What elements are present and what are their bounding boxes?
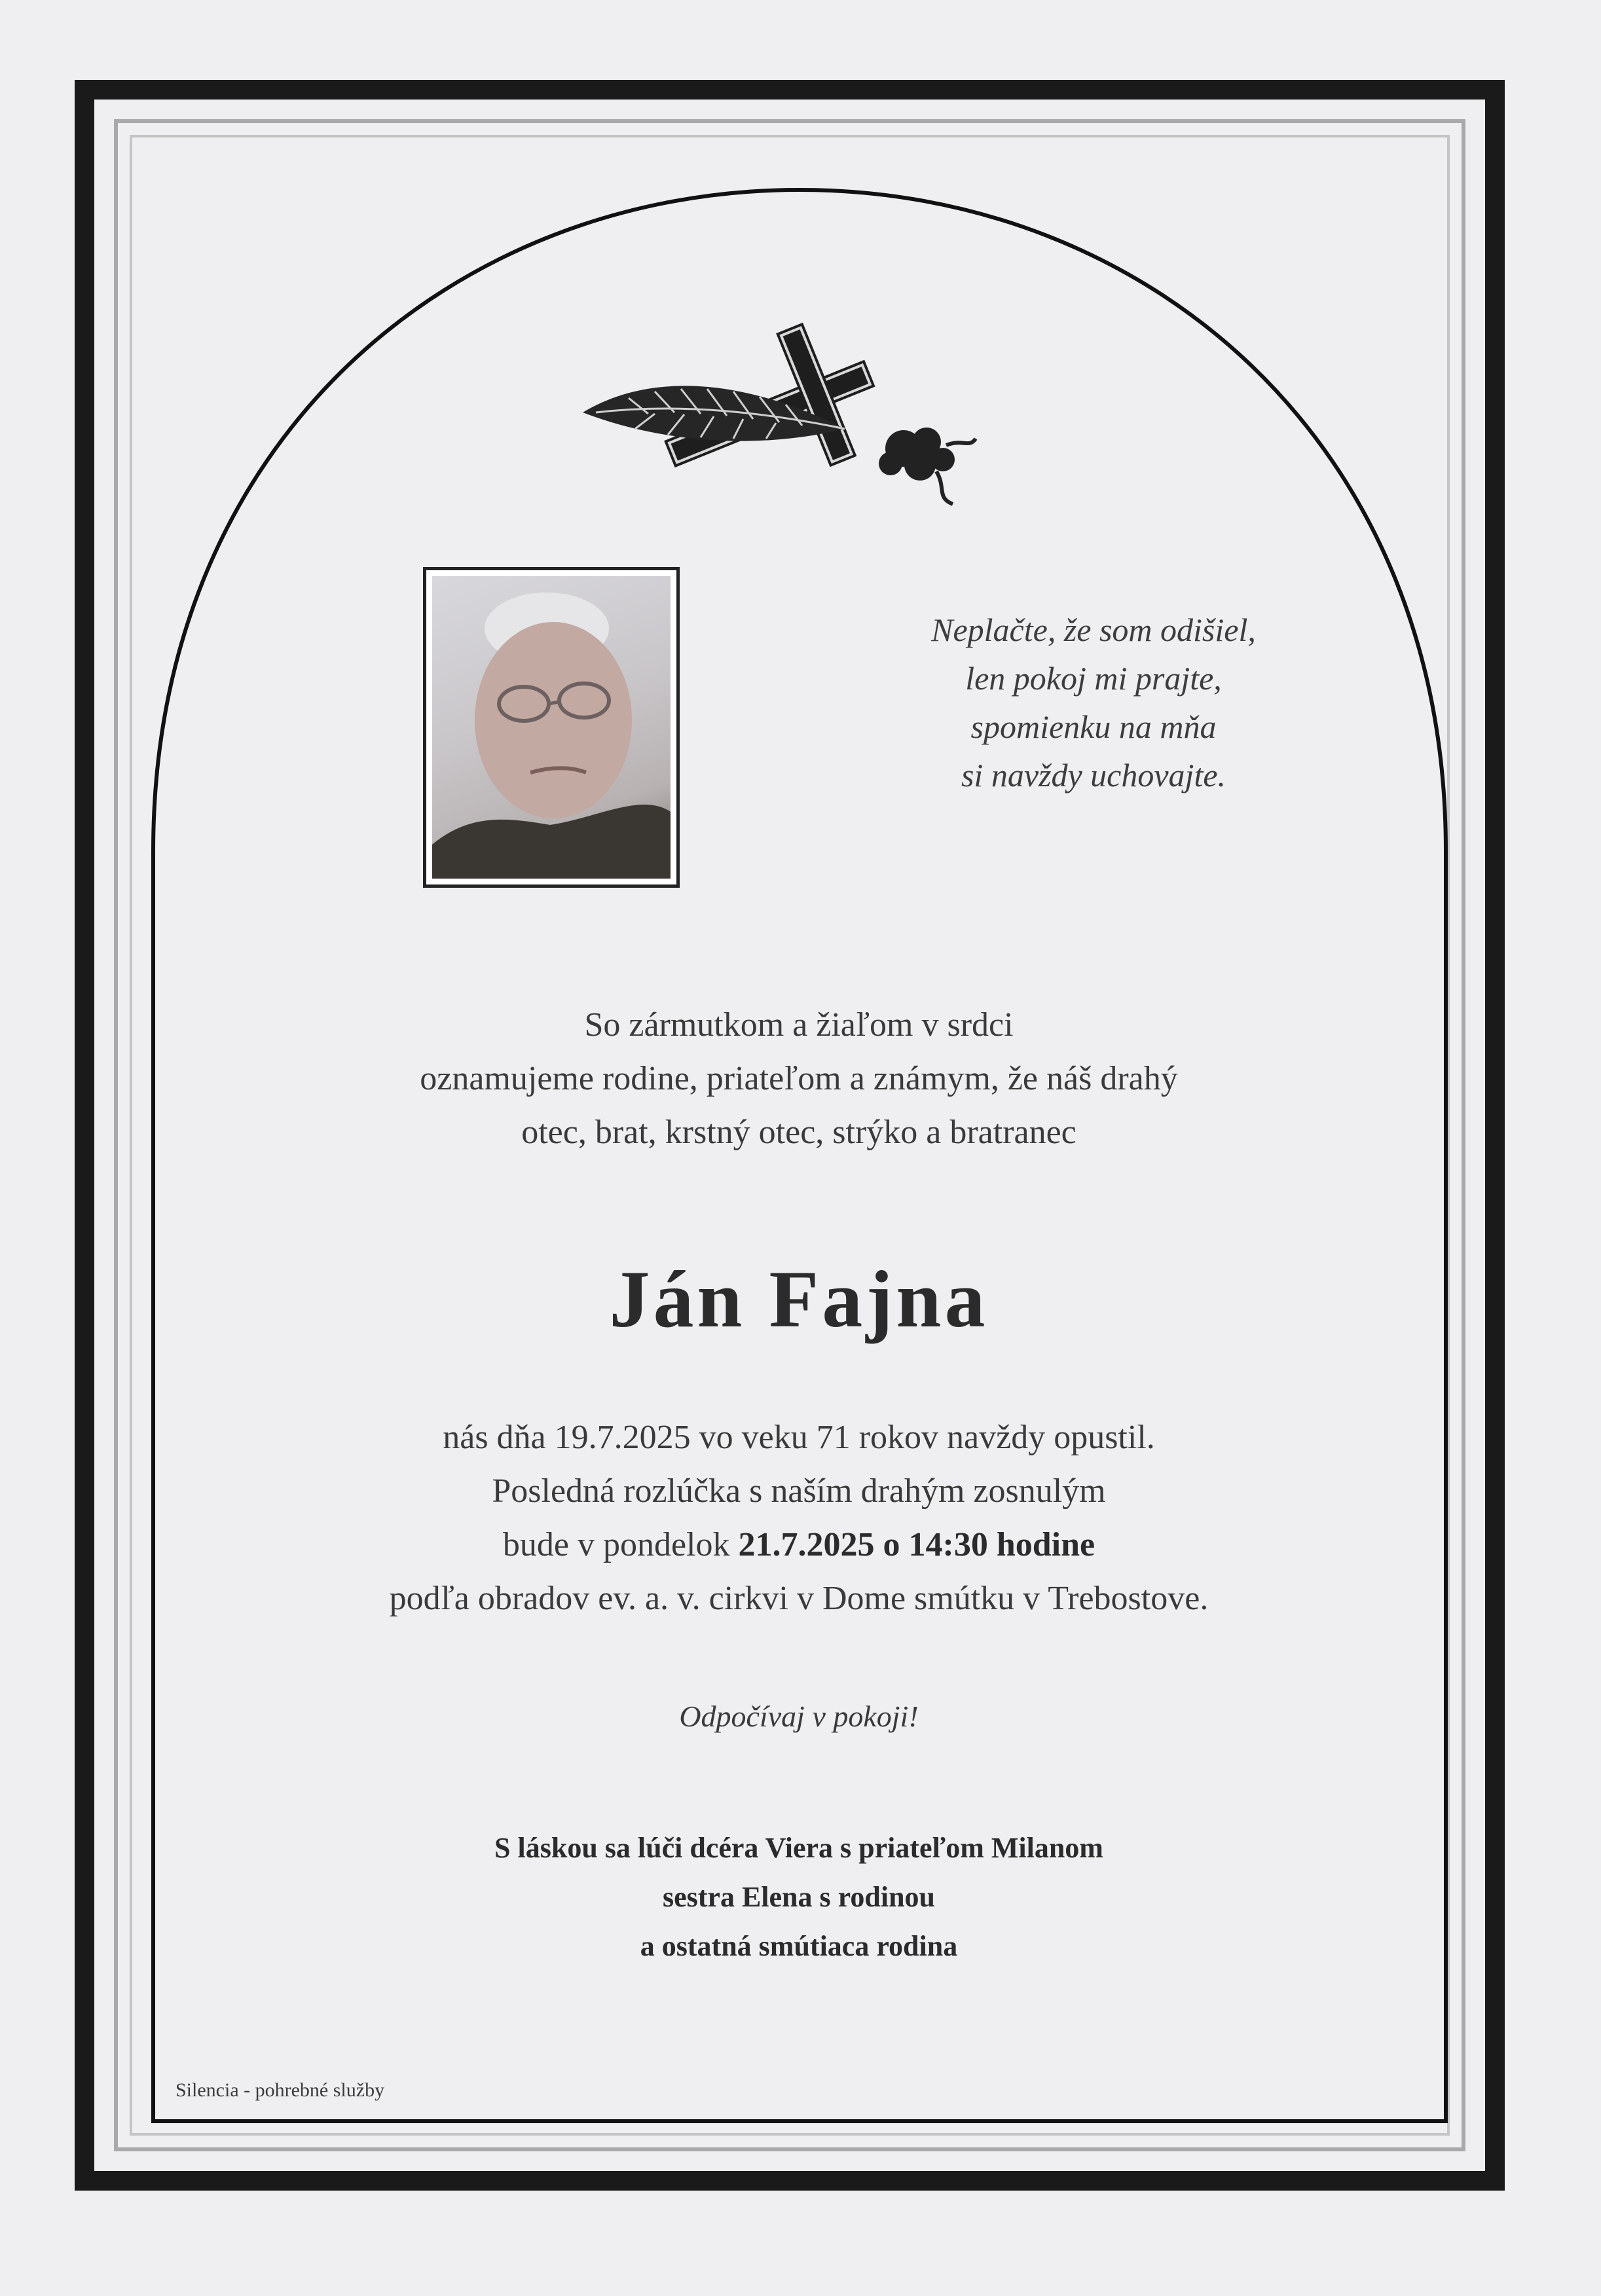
announcement bbox=[249, 998, 1349, 1159]
details-line bbox=[249, 1518, 1349, 1572]
portrait-photo bbox=[432, 576, 671, 879]
funeral-details bbox=[249, 1411, 1349, 1626]
details-line: nás dňa 19.7.2025 vo veku 71 rokov navždy opustil. bbox=[443, 1419, 1155, 1456]
mourners-line: S láskou sa lúči dcéra Viera s priateľom Milanom bbox=[494, 1832, 1103, 1864]
poem-line: si navždy uchovajte. bbox=[961, 757, 1226, 793]
details-line: Posledná rozlúčka s naším drahým zosnulým bbox=[492, 1472, 1106, 1510]
poem-line: spomienku na mňa bbox=[970, 708, 1217, 745]
poem-line: Neplačte, že som odišiel, bbox=[931, 611, 1256, 648]
details-line3-prefix: bude v pondelok bbox=[502, 1526, 739, 1563]
deceased-name: Ján Fajna bbox=[609, 1254, 989, 1344]
announcement-line: oznamujeme rodine, priateľom a známym, že náš drahý bbox=[420, 1060, 1178, 1097]
announcement-line: So zármutkom a žiaľom v srdci bbox=[584, 1006, 1014, 1044]
cross-with-palm-icon bbox=[570, 314, 995, 511]
mourners bbox=[249, 1823, 1349, 1971]
funeral-date-time: 21.7.2025 o 14:30 hodine bbox=[738, 1526, 1095, 1563]
funeral-service-credit: Silencia - pohrebné služby bbox=[175, 2079, 385, 2101]
portrait-frame bbox=[423, 567, 680, 888]
details-line: podľa obradov ev. a. v. cirkvi v Dome smútku v Trebostove. bbox=[389, 1580, 1209, 1617]
mourners-line: sestra Elena s rodinou bbox=[662, 1881, 936, 1913]
rest-in-peace: Odpočívaj v pokoji! bbox=[679, 1700, 919, 1733]
poem bbox=[819, 606, 1369, 799]
poem-line: len pokoj mi prajte, bbox=[965, 660, 1222, 697]
mourners-line: a ostatná smútiaca rodina bbox=[640, 1930, 958, 1962]
announcement-line: otec, brat, krstný otec, strýko a bratranec bbox=[521, 1114, 1077, 1151]
